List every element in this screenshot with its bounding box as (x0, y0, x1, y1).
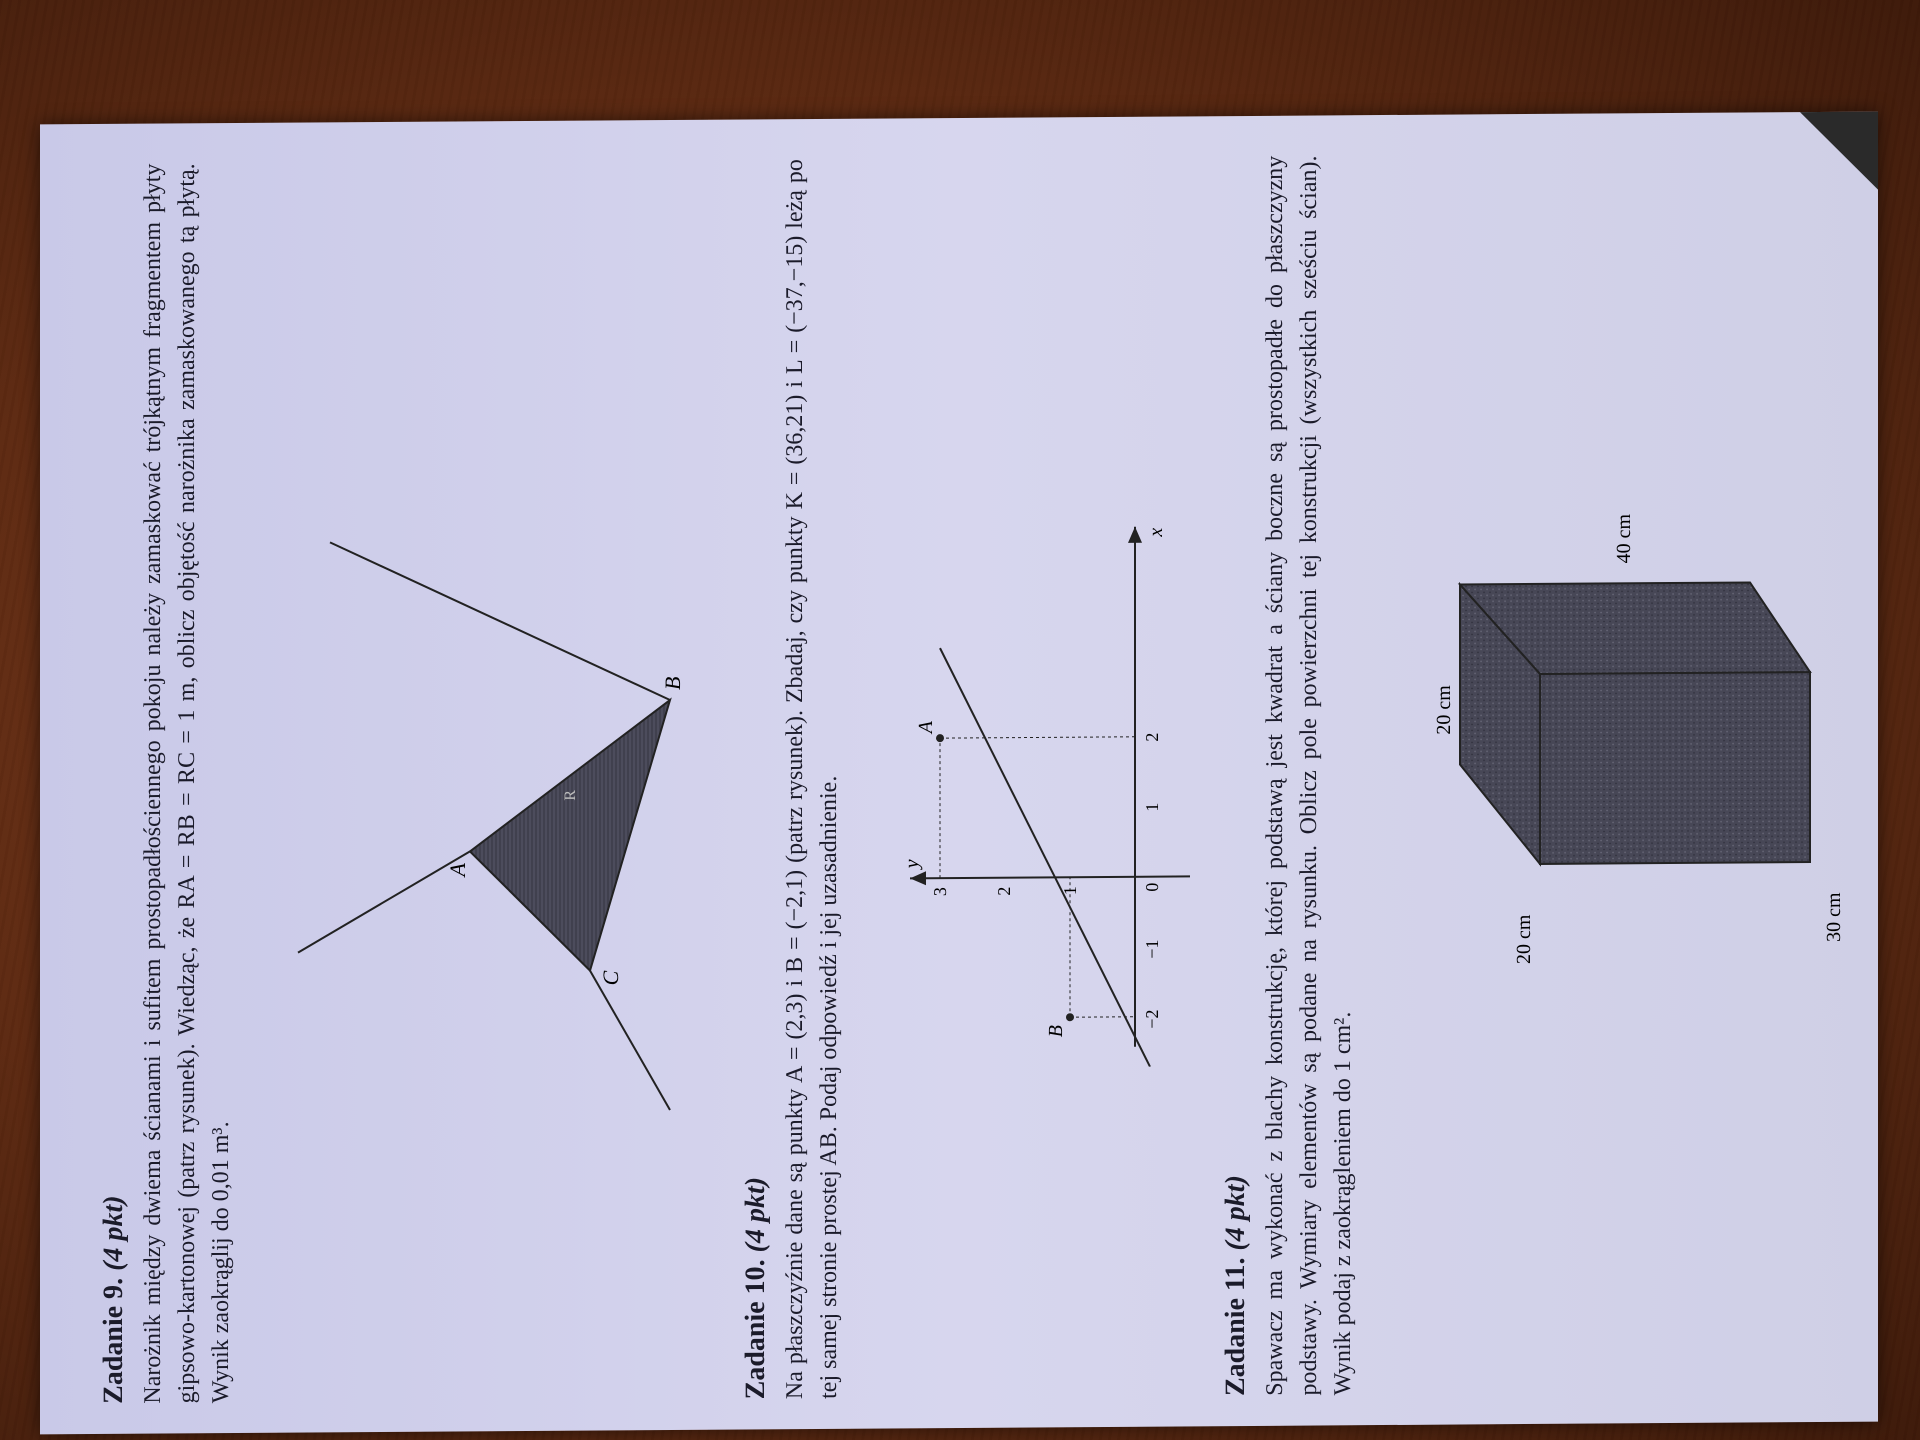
task-10-text: Na płaszczyźnie dane są punkty A = (2,3) i B = (−2,1) (patrz rysunek). Zbadaj, czy punkty K = (36,21) i L = (−37,−15) leżą po tej samej stronie prostej AB. Podaj odpowiedź i jej uzasadnienie. (782, 159, 842, 1400)
point-b-label: B (1045, 1025, 1067, 1038)
y-axis-arrow (910, 871, 926, 885)
task-9 (98, 163, 238, 1404)
y-axis (910, 876, 1190, 878)
y-tick-label: 2 (994, 886, 1014, 896)
task-11-text: Spawacz ma wykonać z blachy konstrukcję, której podstawą jest kwadrat a ściany boczne są prostopadłe do płaszczyzny podstawy. Wymiary elementów są podane na rysunku. Oblicz pole powierzchni tej konstrukcji (wszystkich sześciu ścian). Wynik podaj z zaokrągleniem do 1 cm². (1262, 155, 1356, 1396)
box-front-face (1540, 672, 1810, 864)
gypsum-board-triangle (470, 700, 670, 971)
page-content (40, 122, 1878, 1435)
guide-line (940, 737, 1135, 738)
task-10-heading: Zadanie 10. (4 pkt) (740, 1176, 771, 1400)
x-tick-label: −2 (1142, 1009, 1162, 1029)
task-9-text: Narożnik między dwiema ścianami i sufitem prostopadłościennego pokoju należy zamaskować trójkątnym fragmentem płyty gipsowo-kartonowej (patrz rysunek). Wiedząc, że RA = RB = RC = 1 m, oblicz objętość narożnika zamaskowanego tą płytą. Wynik zaokrąglij do 0,01 m³. (140, 163, 234, 1404)
point-a-label: A (915, 720, 937, 734)
task-10 (740, 159, 846, 1400)
label-c: C (598, 970, 623, 986)
task-11-heading: Zadanie 11. (4 pkt) (1220, 1175, 1251, 1397)
point-a-marker (936, 734, 944, 742)
dimension-label: 20 cm (1433, 685, 1455, 735)
dimension-label: 40 cm (1613, 513, 1635, 564)
task-9-figure (290, 370, 710, 1133)
y-tick-label: 3 (930, 887, 950, 897)
label-b: B (660, 676, 685, 691)
edge-line (330, 540, 670, 702)
line-ab (940, 647, 1150, 1068)
task-11-figure (1420, 442, 1850, 1005)
point-b-marker (1066, 1013, 1074, 1021)
dimension-label: 30 cm (1823, 892, 1845, 942)
origin-label: 0 (1142, 882, 1162, 892)
task-9-heading: Zadanie 9. (4 pkt) (98, 1195, 129, 1405)
exam-sheet (40, 112, 1878, 1435)
label-a: A (445, 862, 470, 877)
coordinate-graph (900, 506, 1200, 1068)
x-tick-label: 2 (1142, 732, 1162, 742)
label-r: R (562, 789, 579, 801)
x-tick-label: 1 (1142, 802, 1162, 812)
y-axis-label: y (901, 859, 923, 869)
y-tick-label: 1 (1060, 886, 1080, 896)
dimension-label: 20 cm (1513, 914, 1535, 965)
x-tick-label: −1 (1142, 939, 1162, 959)
edge-line (590, 970, 670, 1111)
x-axis-label: x (1145, 527, 1167, 537)
task-11 (1220, 155, 1360, 1396)
x-axis-arrow (1128, 527, 1142, 543)
